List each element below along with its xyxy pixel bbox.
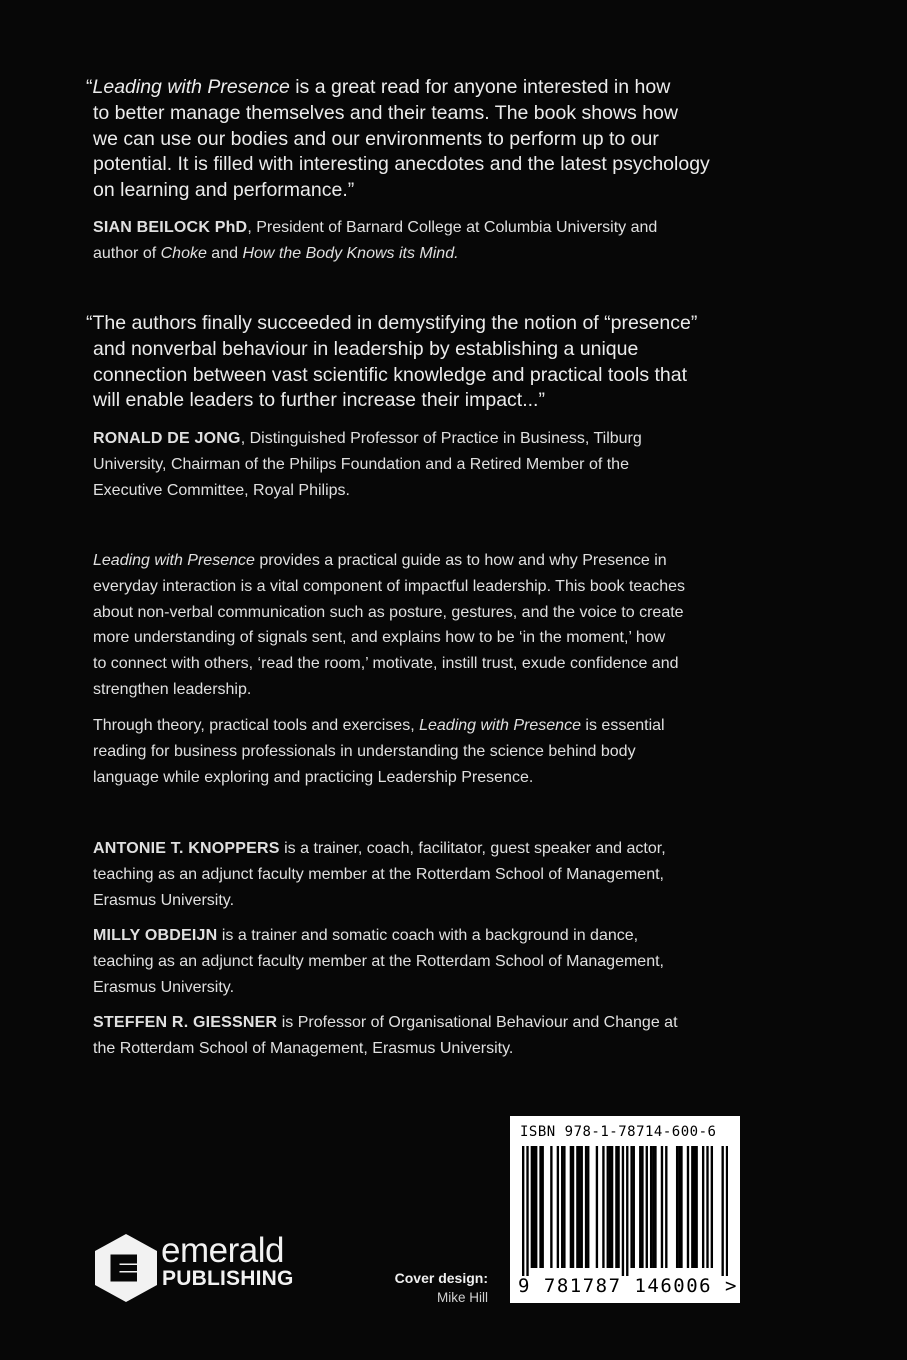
bio-line [93, 836, 733, 862]
barcode-bar [587, 1146, 589, 1268]
bio-text: is Professor of Organisational Behaviour and Change at [277, 1014, 678, 1031]
barcode-bar [542, 1146, 544, 1268]
description-text: Through theory, practical tools and exercises, [93, 717, 420, 734]
quote-line: “The authors finally succeeded in demystifying the notion of “presence” [86, 312, 698, 334]
barcode-bar [615, 1146, 617, 1268]
description-line [93, 548, 733, 574]
attribution-text: , Distinguished Professor of Practice in Business, Tilburg [240, 430, 642, 447]
barcode-bar [602, 1146, 604, 1268]
bio-line [93, 1010, 733, 1036]
isbn-label: ISBN 978-1-78714-600-6 [520, 1124, 717, 1140]
barcode-bar [550, 1146, 552, 1268]
barcode-bar [578, 1146, 580, 1268]
book-title-italic: Leading with Presence [92, 76, 290, 98]
bio-line [93, 923, 733, 949]
barcode-bar [531, 1146, 533, 1268]
barcode-bar [678, 1146, 680, 1268]
book-description [93, 548, 733, 703]
barcode-bar [726, 1146, 728, 1276]
book-title-italic: Choke [160, 244, 207, 262]
attribution-text: , President of Barnard College at Columbia University and [247, 219, 658, 236]
barcode-bars [522, 1146, 728, 1276]
barcode-bar [702, 1146, 704, 1268]
author-bio-knoppers [93, 836, 733, 913]
quote-line: and nonverbal behaviour in leadership by establishing a unique [93, 337, 639, 360]
barcode-bar [639, 1146, 641, 1268]
quote-line: will enable leaders to further increase their impact...” [93, 389, 545, 412]
book-title-italic: Leading with Presence [419, 717, 581, 734]
description-line: to connect with others, ‘read the room,’ motivate, instill trust, exude confidence and [93, 655, 679, 673]
attribution-line [93, 215, 733, 241]
isbn-barcode [510, 1116, 740, 1303]
barcode-bar [611, 1146, 613, 1268]
barcode-bar [633, 1146, 635, 1268]
barcode-bar [665, 1146, 667, 1268]
attribution-ronald-de-jong [93, 426, 733, 503]
quote-line: on learning and performance.” [93, 179, 355, 202]
quote-line: to better manage themselves and their teams. The book shows how [93, 101, 678, 124]
barcode-bar [711, 1146, 713, 1268]
barcode-bar [676, 1146, 678, 1268]
barcode-bar [654, 1146, 656, 1268]
barcode-bar [641, 1146, 643, 1268]
attribution-line [93, 426, 733, 452]
quote-text: is a great read for anyone interested in how [289, 76, 671, 98]
barcode-bar [570, 1146, 572, 1268]
attribution-text: and [206, 244, 243, 262]
barcode-bar [622, 1146, 624, 1276]
author-bio-obdeijn [93, 923, 733, 1000]
barcode-bar [557, 1146, 559, 1268]
barcode-bar [596, 1146, 598, 1268]
publisher-name: emerald [161, 1231, 284, 1270]
barcode-bar [695, 1146, 697, 1268]
quote-line [86, 75, 746, 101]
barcode-bar [706, 1146, 708, 1268]
barcode-bar [617, 1146, 619, 1268]
quote-line: connection between vast scientific knowledge and practical tools that [93, 363, 688, 386]
barcode-bar [607, 1146, 609, 1268]
barcode-bar [609, 1146, 611, 1268]
barcode-bar [630, 1146, 632, 1268]
author-name: MILLY OBDEIJN [93, 927, 218, 944]
quote-line: potential. It is filled with interesting anecdotes and the latest psychology [93, 153, 710, 176]
description-text: provides a practical guide as to how and why Presence in [254, 552, 667, 569]
endorser-name: SIAN BEILOCK PhD [93, 219, 248, 236]
barcode-bar [687, 1146, 689, 1268]
barcode-bar [661, 1146, 663, 1268]
description-line [93, 713, 733, 739]
attribution-line: University, Chairman of the Philips Foundation and a Retired Member of the [93, 455, 629, 473]
bio-line: Erasmus University. [93, 891, 235, 909]
description-line: everyday interaction is a vital component of impactful leadership. This book teaches [93, 577, 686, 595]
attribution-line [93, 241, 733, 267]
barcode-bar [626, 1146, 628, 1276]
barcode-bar [680, 1146, 682, 1268]
book-title-italic: Leading with Presence [93, 552, 255, 569]
barcode-bar [585, 1146, 587, 1268]
book-description-2 [93, 713, 733, 790]
barcode-bar [576, 1146, 578, 1268]
author-name: ANTONIE T. KNOPPERS [93, 840, 280, 857]
barcode-bar [650, 1146, 652, 1268]
cover-design-label: Cover design: [394, 1270, 488, 1286]
author-name: STEFFEN R. GIESSNER [93, 1014, 278, 1031]
attribution-text: author of [93, 244, 161, 262]
description-line: more understanding of signals sent, and explains how to be ‘in the moment,’ how [93, 629, 666, 647]
bio-line: teaching as an adjunct faculty member at the Rotterdam School of Management, [93, 865, 664, 883]
barcode-bar [526, 1146, 528, 1276]
emerald-logo-icon [91, 1232, 161, 1304]
barcode-bar [581, 1146, 583, 1268]
quote-ronald-de-jong [86, 311, 746, 414]
bio-line: teaching as an adjunct faculty member at the Rotterdam School of Management, [93, 952, 664, 970]
barcode-bar [646, 1146, 648, 1268]
bio-text: is a trainer and somatic coach with a background in dance, [217, 927, 639, 944]
barcode-bar [533, 1146, 535, 1268]
bio-line: Erasmus University. [93, 978, 235, 996]
bio-text: is a trainer, coach, facilitator, guest speaker and actor, [279, 840, 666, 857]
bio-line: the Rotterdam School of Management, Erasmus University. [93, 1039, 514, 1057]
description-text: is essential [580, 717, 665, 734]
attribution-line: Executive Committee, Royal Philips. [93, 481, 350, 499]
barcode-bar [563, 1146, 565, 1268]
description-line: about non-verbal communication such as posture, gestures, and the voice to create [93, 603, 684, 621]
book-title-italic: How the Body Knows its Mind. [242, 244, 459, 262]
author-bio-giessner [93, 1010, 733, 1062]
endorser-name: RONALD DE JONG [93, 430, 241, 447]
open-quote-mark: “ [86, 76, 93, 98]
barcode-bar [693, 1146, 695, 1268]
publisher-subtitle: PUBLISHING [162, 1267, 294, 1290]
description-line: reading for business professionals in understanding the science behind body [93, 742, 636, 760]
barcode-bar [691, 1146, 693, 1268]
barcode-bar [522, 1146, 524, 1276]
barcode-bar [572, 1146, 574, 1268]
description-line: strengthen leadership. [93, 680, 252, 698]
attribution-sian-beilock [93, 215, 733, 267]
barcode-bar [721, 1146, 723, 1276]
barcode-bar [539, 1146, 541, 1268]
quote-sian-beilock [86, 75, 746, 204]
isbn-digits: 9 781787 146006 > [518, 1275, 738, 1297]
cover-designer-name: Mike Hill [436, 1290, 488, 1305]
quote-line: we can use our bodies and our environments to perform up to our [93, 127, 659, 150]
barcode-bar [535, 1146, 537, 1268]
barcode-bar [652, 1146, 654, 1268]
barcode-bar [561, 1146, 563, 1268]
description-line: language while exploring and practicing Leadership Presence. [93, 768, 534, 786]
